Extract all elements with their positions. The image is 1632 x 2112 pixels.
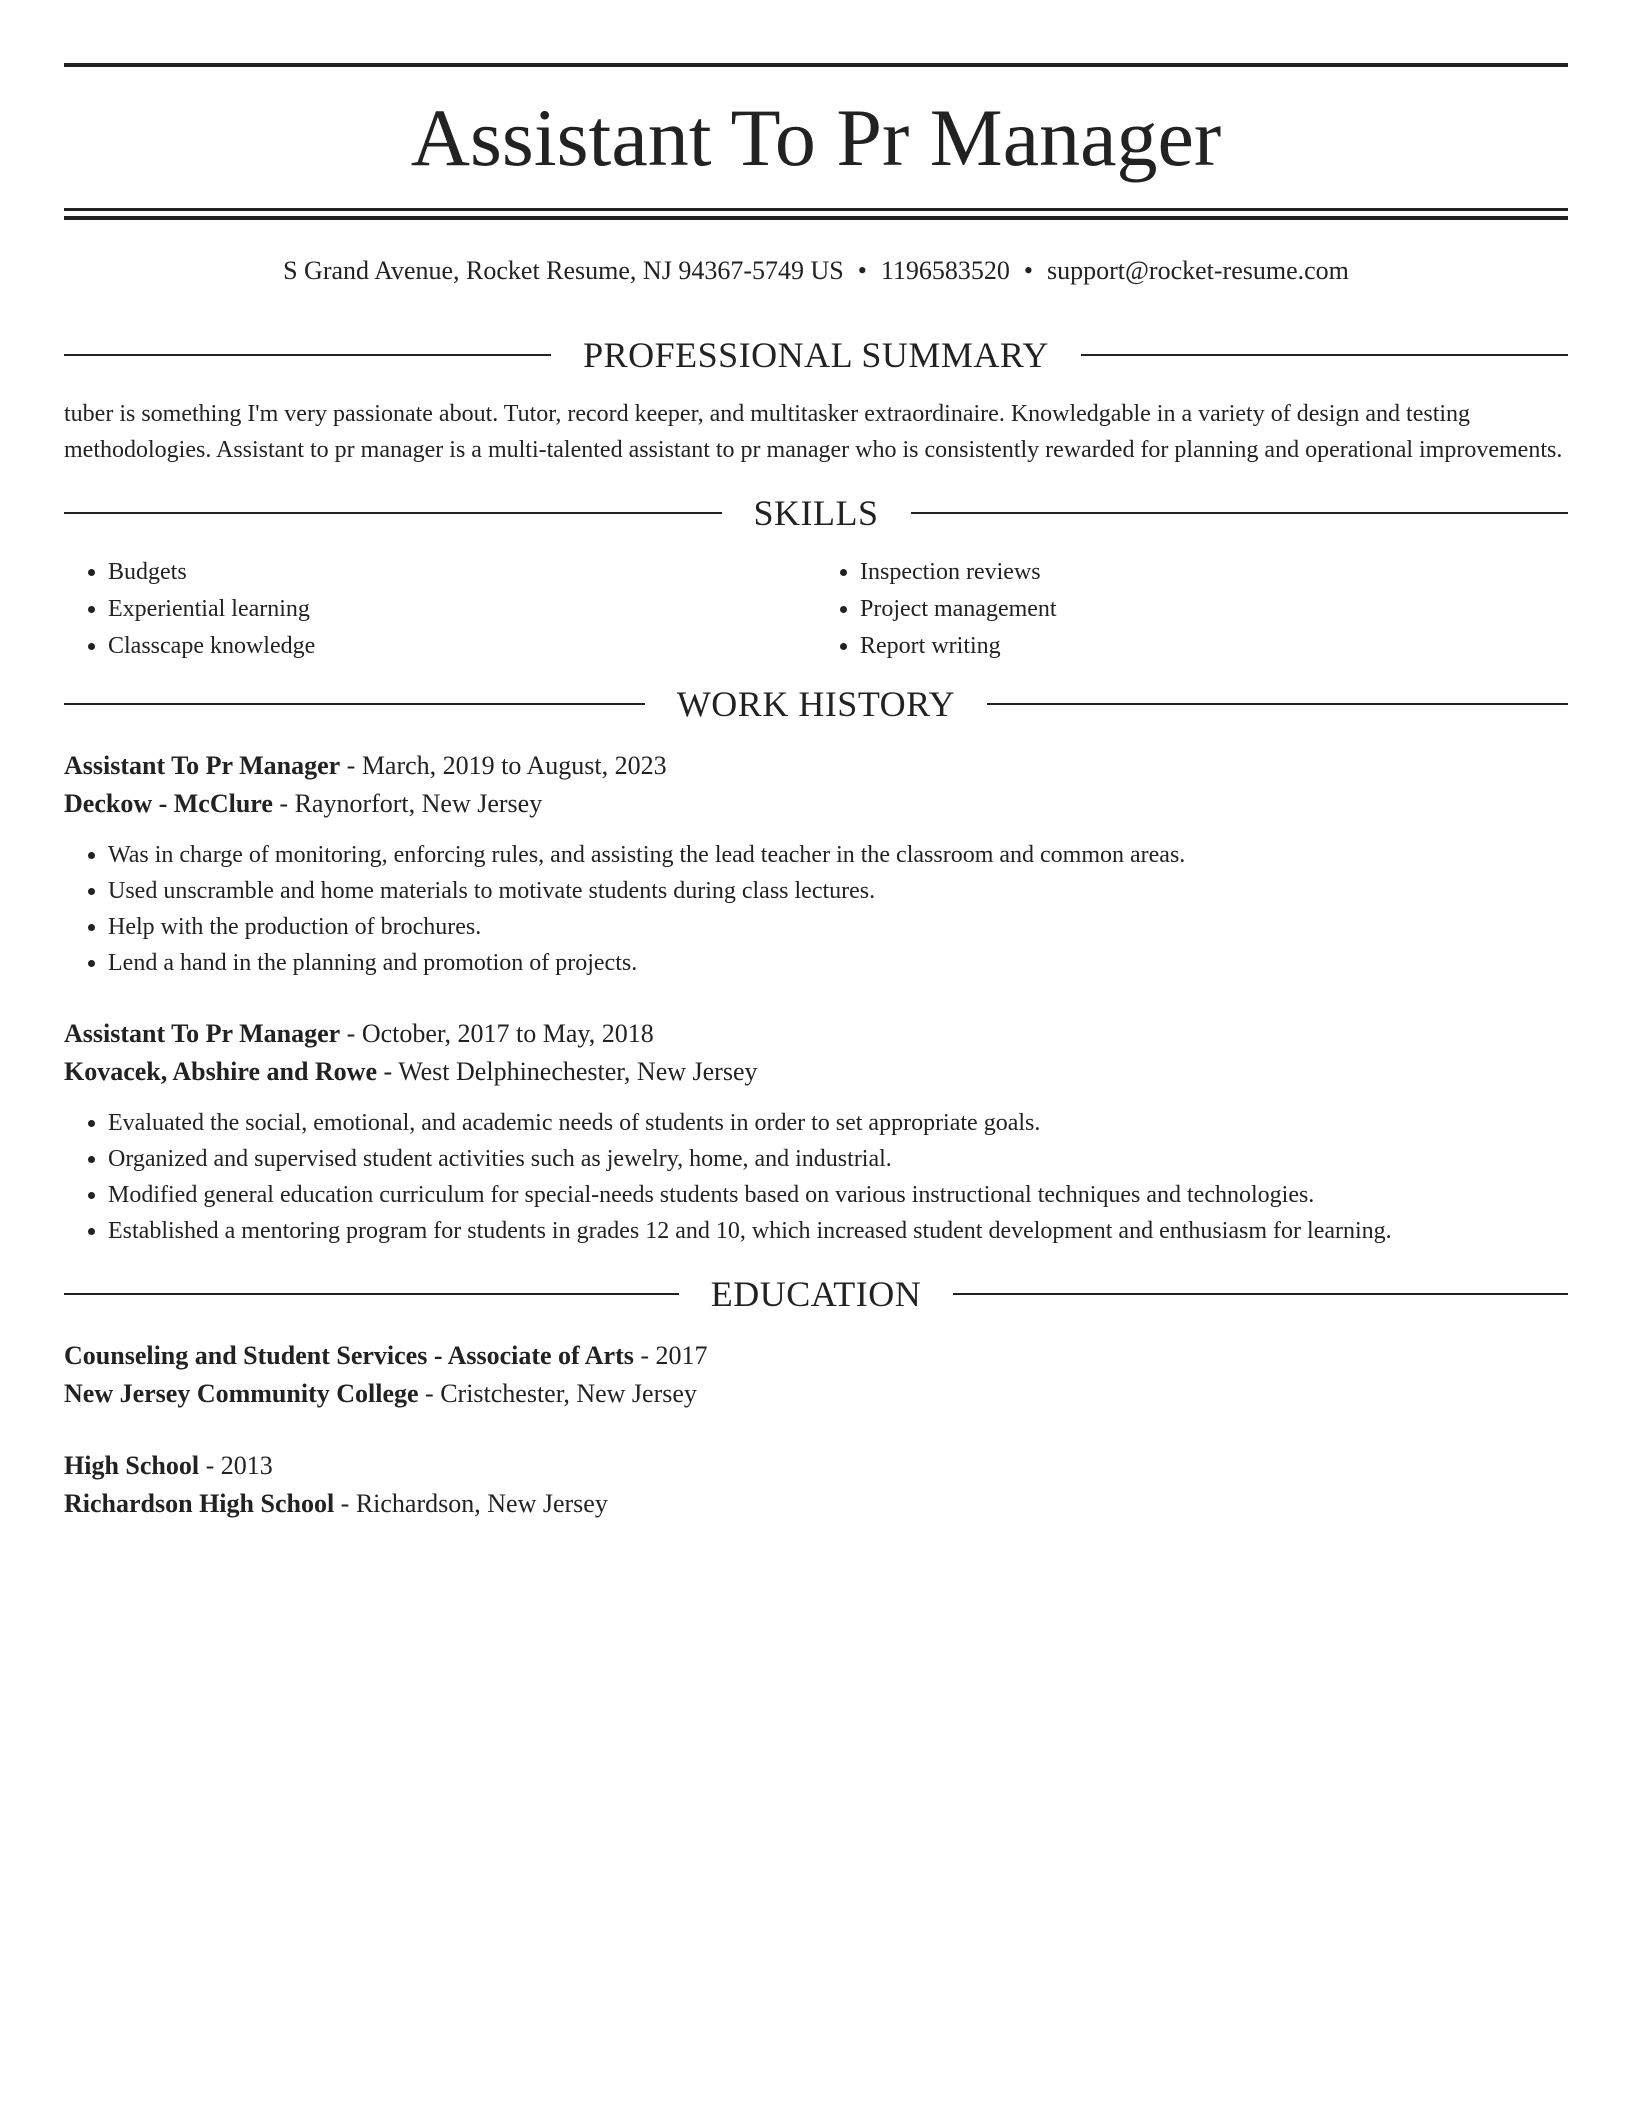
skill-item: • Report writing xyxy=(860,628,1568,665)
heading-rule-right xyxy=(953,1293,1568,1295)
job-dates: - March, 2019 to August, 2023 xyxy=(340,751,667,780)
contact-address: S Grand Avenue, Rocket Resume, NJ 94367-5749 US xyxy=(283,256,844,285)
contact-separator: • xyxy=(857,256,867,285)
resume-title: Assistant To Pr Manager xyxy=(410,92,1222,183)
title-rule-lower xyxy=(64,216,1568,220)
spacer xyxy=(64,1249,1568,1269)
education-location: - Richardson, New Jersey xyxy=(334,1489,608,1518)
education-degree: Counseling and Student Services - Associate of Arts xyxy=(64,1341,634,1370)
skill-item: • Inspection reviews xyxy=(860,554,1568,591)
education-entry xyxy=(64,1337,1568,1413)
heading-rule-left xyxy=(64,1293,679,1295)
job-bullet: • Modified general education curriculum for special-needs students based on various instructional techniques and technologies. xyxy=(108,1177,1568,1213)
job-title: Assistant To Pr Manager xyxy=(64,751,341,780)
job-title-line xyxy=(64,747,1568,785)
job-title-line xyxy=(64,1015,1568,1053)
skill-item: • Experiential learning xyxy=(108,591,816,628)
job-bullet: • Was in charge of monitoring, enforcing rules, and assisting the lead teacher in the classroom and common areas. xyxy=(108,837,1568,873)
contact-line xyxy=(64,254,1568,288)
job-company: Kovacek, Abshire and Rowe xyxy=(64,1057,377,1086)
job-bullet: • Help with the production of brochures. xyxy=(108,909,1568,945)
contact-email: support@rocket-resume.com xyxy=(1046,256,1349,285)
summary-heading xyxy=(64,330,1568,380)
heading-rule-right xyxy=(1081,354,1568,356)
job-dates: - October, 2017 to May, 2018 xyxy=(340,1019,654,1048)
job-bullet: • Established a mentoring program for students in grades 12 and 10, which increased student development and enthusiasm for learning. xyxy=(108,1213,1568,1249)
skills-heading xyxy=(64,488,1568,538)
education-year: - 2013 xyxy=(199,1451,273,1480)
education-degree-line xyxy=(64,1447,1568,1485)
education-school-line xyxy=(64,1485,1568,1523)
education-entry xyxy=(64,1447,1568,1523)
skills-heading-label: SKILLS xyxy=(753,493,879,533)
job-entry xyxy=(64,1015,1568,1249)
resume-content xyxy=(64,330,1568,1523)
heading-rule-left xyxy=(64,354,551,356)
job-bullet: • Evaluated the social, emotional, and academic needs of students in order to set appropriate goals. xyxy=(108,1105,1568,1141)
education-school-line xyxy=(64,1375,1568,1413)
job-bullets xyxy=(64,1105,1568,1249)
contact-separator: • xyxy=(1023,256,1033,285)
heading-rule-left xyxy=(64,512,722,514)
education-degree: High School xyxy=(64,1451,200,1480)
education-school: Richardson High School xyxy=(64,1489,335,1518)
summary-text: tuber is something I'm very passionate about. Tutor, record keeper, and multitasker extraordinaire. Knowledgable in a variety of design and testing methodologies. Assistant to pr manager is a multi-talented assistant to pr manager who is consistently rewarded for planning and operational improvements. xyxy=(64,401,1563,463)
education-heading xyxy=(64,1269,1568,1319)
job-bullet: • Used unscramble and home materials to motivate students during class lectures. xyxy=(108,873,1568,909)
skill-item: • Project management xyxy=(860,591,1568,628)
skills-column-left xyxy=(64,554,816,665)
job-company: Deckow - McClure xyxy=(64,789,273,818)
education-heading-label: EDUCATION xyxy=(710,1274,922,1314)
heading-rule-right xyxy=(911,512,1569,514)
work-heading xyxy=(64,679,1568,729)
contact-phone: 1196583520 xyxy=(880,256,1010,285)
heading-rule-left xyxy=(64,703,645,705)
title-rule-upper xyxy=(64,208,1568,211)
job-company-line xyxy=(64,785,1568,823)
education-school: New Jersey Community College xyxy=(64,1379,419,1408)
education-year: - 2017 xyxy=(633,1341,708,1370)
education-location: - Cristchester, New Jersey xyxy=(418,1379,697,1408)
heading-rule-right xyxy=(987,703,1568,705)
job-location: - Raynorfort, New Jersey xyxy=(272,789,543,818)
skill-item: • Budgets xyxy=(108,554,816,591)
job-bullet: • Lend a hand in the planning and promotion of projects. xyxy=(108,945,1568,981)
job-location: - West Delphinechester, New Jersey xyxy=(377,1057,758,1086)
skills-list xyxy=(64,554,1568,665)
job-entry xyxy=(64,747,1568,981)
summary-heading-label: PROFESSIONAL SUMMARY xyxy=(583,335,1049,375)
job-bullet: • Organized and supervised student activities such as jewelry, home, and industrial. xyxy=(108,1141,1568,1177)
job-bullets xyxy=(64,837,1568,981)
top-rule xyxy=(64,63,1568,67)
education-degree-line xyxy=(64,1337,1568,1375)
job-title: Assistant To Pr Manager xyxy=(64,1019,341,1048)
skills-column-right xyxy=(816,554,1568,665)
job-company-line xyxy=(64,1053,1568,1091)
skill-item: • Classcape knowledge xyxy=(108,628,816,665)
work-heading-label: WORK HISTORY xyxy=(676,684,956,724)
